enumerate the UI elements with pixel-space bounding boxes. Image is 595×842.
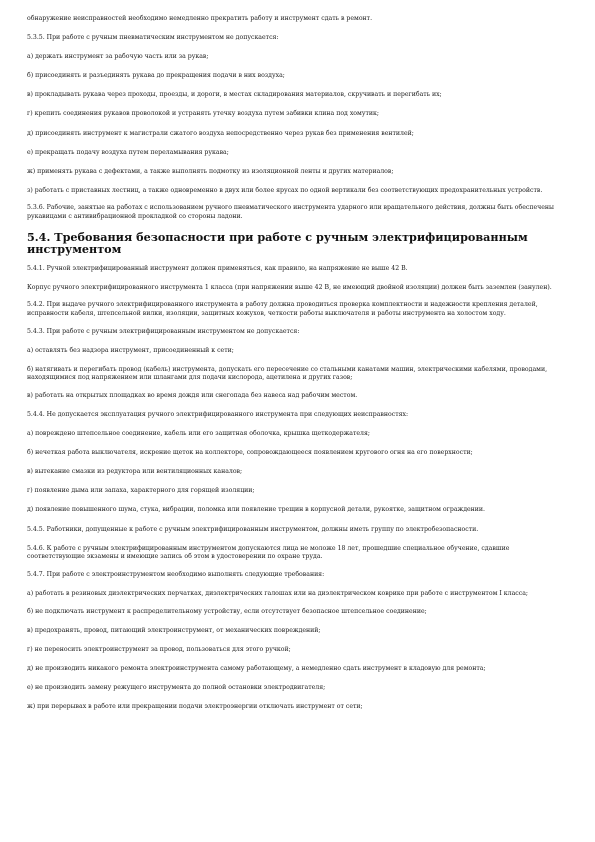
paragraph: б) не подключать инструмент к распределительному устройству, если отсутствует безопасное штепсельное соединение; xyxy=(27,607,427,615)
paragraph: а) повреждено штепсельное соединение, кабель или его защитная оболочка, крышка щеткодержателя; xyxy=(27,430,370,438)
paragraph: а) оставлять без надзора инструмент, присоединенный к сети; xyxy=(27,346,234,354)
paragraph: Корпус ручного электрифицированного инструмента 1 класса (при напряжении выше 42 В, не имеющий двойной изоляции) должен быть заземлен (занулен). xyxy=(27,283,552,291)
paragraph: 5.4.1. Ручной электрифицированный инструмент должен применяться, как правило, на напряжение не выше 42 В. xyxy=(27,264,408,272)
paragraph: 5.4.6. К работе с ручным электрифицированным инструментом допускаются лица не моложе 18 лет, прошедшие специальное обучение, сдавшие соответствующие экзамены и имеющие запись об этом в удостоверении по охране труда. xyxy=(27,544,510,561)
paragraph: 5.4.2. При выдаче ручного электрифицированного инструмента в работу должна проводиться проверка комплектности и надежности крепления деталей, исправности кабеля, штепсельной вилки, изоляции, защитных кожухов, четкости работы выключателя и работы инструмента на холостом ходу. xyxy=(27,301,538,317)
paragraph: б) натягивать и перегибать провод (кабель) инструмента, допускать его пересечение со стальными канатами машин, электрическими кабелями, проводами, находящимися под напряжением или шлангами для подачи кислорода, ацетилена и других газов; xyxy=(27,365,548,382)
paragraph: д) не производить никакого ремонта электроинструмента самому работающему, а немедленно сдать инструмент в кладовую для ремонта; xyxy=(27,664,486,672)
paragraph: 5.4.5. Работники, допущенные к работе с ручным электрифицированным инструментом, должны иметь группу по электробезопасности. xyxy=(27,525,479,533)
section-heading: 5.4. Требования безопасности при работе с ручным электрифицированным инструментом xyxy=(27,229,528,257)
paragraph: в) прокладывать рукава через проходы, проезды, и дороги, в местах складирования материалов, скручивать и перегибать их; xyxy=(27,91,442,99)
paragraph: г) крепить соединения рукавов проволокой и устранять утечку воздуха путем забивки клина под хомутик; xyxy=(27,110,379,118)
paragraph: 5.4.4. Не допускается эксплуатация ручного электрифицированного инструмента при следующих неисправностях: xyxy=(27,410,409,418)
paragraph: е) не производить замену режущего инструмента до полной остановки электродвигателя; xyxy=(27,683,326,691)
paragraph: 5.4.3. При работе с ручным электрифицированным инструментом не допускается: xyxy=(27,327,300,335)
paragraph: ж) применять рукава с дефектами, а также выполнять подмотку из изоляционной ленты и других материалов; xyxy=(27,167,394,175)
paragraph: д) появление повышенного шума, стука, вибрации, поломка или появление трещин в корпусной детали, рукоятке, защитном ограждении. xyxy=(27,506,486,514)
paragraph: а) держать инструмент за рабочую часть или за рукав; xyxy=(27,53,209,61)
paragraph: з) работать с приставных лестниц, а также одновременно в двух или более ярусах по одной вертикали без соответствующих предохранительных устройств. xyxy=(27,186,543,194)
paragraph: 5.3.5. При работе с ручным пневматическим инструментом не допускается: xyxy=(27,34,279,42)
paragraph: г) появление дыма или запаха, характерного для горящей изоляции; xyxy=(27,487,255,495)
paragraph: б) нечеткая работа выключателя, искрение щеток на коллекторе, сопровождающееся появлением кругового огня на его поверхности; xyxy=(27,449,473,457)
paragraph: 5.4.7. При работе с электроинструментом необходимо выполнять следующие требования: xyxy=(27,570,325,578)
paragraph: б) присоединять и разъединять рукава до прекращения подачи в них воздуха; xyxy=(27,72,285,80)
paragraph: г) не переносить электроинструмент за провод, пользоваться для этого ручкой; xyxy=(27,645,291,653)
paragraph: ж) при перерывах в работе или прекращении подачи электроэнергии отключать инструмент от сети; xyxy=(27,702,363,710)
paragraph: в) вытекание смазки из редуктора или вентиляционных каналов; xyxy=(27,468,243,476)
paragraph: обнаружение неисправностей необходимо немедленно прекратить работу и инструмент сдать в ремонт. xyxy=(27,15,373,22)
paragraph: в) работать на открытых площадках во время дождя или снегопада без навеса над рабочим местом. xyxy=(27,391,358,399)
paragraph: д) присоединять инструмент к магистрали сжатого воздуха непосредственно через рукав без применения вентилей; xyxy=(27,129,414,137)
paragraph: в) предохранять, провод, питающий электроинструмент, от механических повреждений; xyxy=(27,626,321,634)
paragraph: а) работать в резиновых диэлектрических перчатках, диэлектрических галошах или на диэлектрическом коврике при работе с инструментом I класса; xyxy=(27,589,528,597)
paragraph: е) прекращать подачу воздуха путем переламывания рукава; xyxy=(27,148,229,156)
paragraph: 5.3.6. Рабочие, занятые на работах с использованием ручного пневматического инструмента ударного или вращательного действия, должны быть обеспечены рукавицами с антивибрационной прокладкой со стороны ладони. xyxy=(27,204,554,221)
